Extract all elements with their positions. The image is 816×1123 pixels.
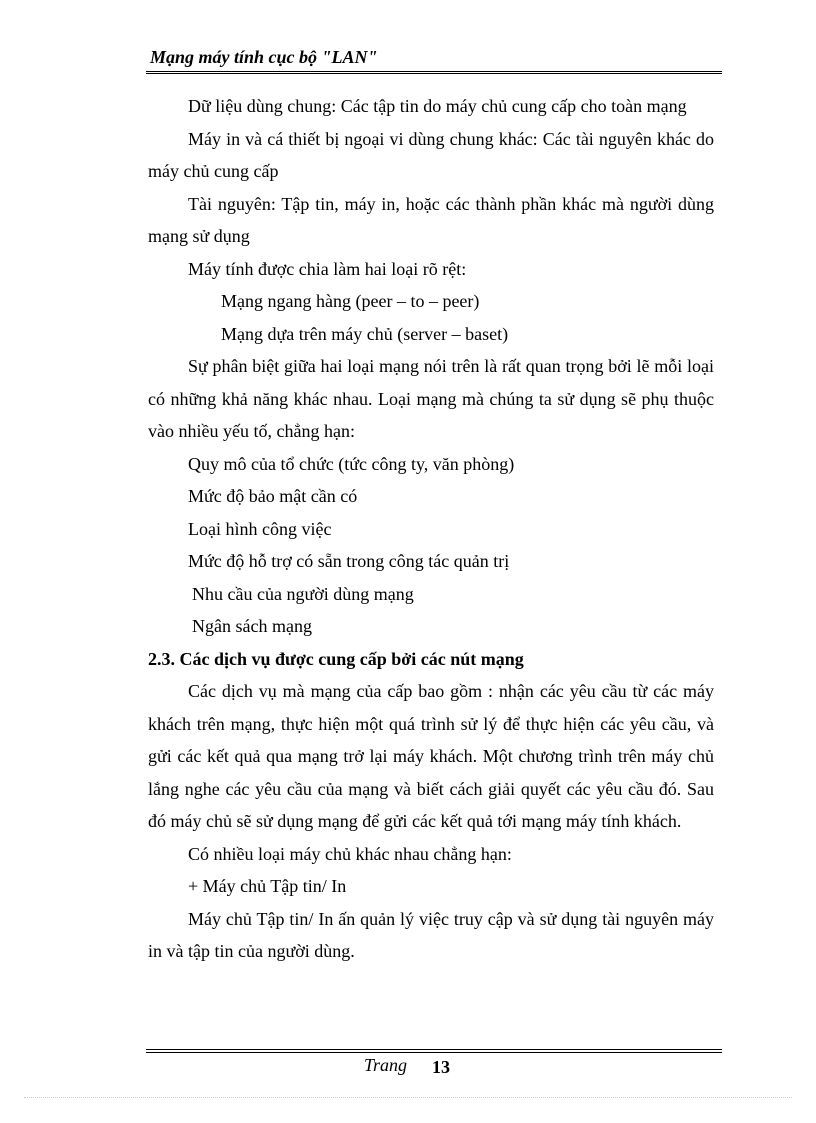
footer-rule-secondary [146,1052,722,1053]
list-item-factor: Mức độ bảo mật cần có [188,486,358,506]
list-item-network-type: Mạng ngang hàng (peer – to – peer) [221,291,480,311]
footer-page-label: Trang [364,1055,408,1075]
list-item-server-kind: + Máy chủ Tập tin/ In [188,876,347,896]
list-item-network-type: Mạng dựa trên máy chủ (server – baset) [221,323,509,344]
paragraph-file-print-server: Máy chủ Tập tin/ In ấn quản lý việc truy cập và sử dụng tài nguyên máy in và tập tin của người dùng. [148,908,714,961]
paragraph-distinction: Sự phân biệt giữa hai loại mạng nói trên là rất quan trọng bởi lẽ mỗi loại có những khả năng khác nhau. Loại mạng mà chúng ta sử dụng sẽ phụ thuộc vào nhiều yếu tố, chẳng hạn: [148,356,714,441]
paragraph-shared-data: Dữ liệu dùng chung: Các tập tin do máy chủ cung cấp cho toàn mạng [188,96,687,116]
list-item-factor: Mức độ hỗ trợ có sẵn trong công tác quản trị [188,551,510,571]
paragraph-network-types-intro: Máy tính được chia làm hai loại rõ rệt: [188,258,467,279]
list-item-factor: Nhu cầu của người dùng mạng [192,583,414,604]
paragraph-server-kinds: Có nhiều loại máy chủ khác nhau chẳng hạn: [188,843,512,864]
document-body [148,90,714,968]
header-rule-secondary [146,73,722,74]
paragraph-services: Các dịch vụ mà mạng của cấp bao gồm : nhận các yêu cầu từ các máy khách trên mạng, thực hiện một quá trình sử lý để thực hiện các yêu cầu, và gửi các kết quả qua mạng trở lại máy khách. Một chương trình trên máy chủ lắng nghe các yêu cầu của mạng và biết cách giải quyết các yêu cầu đó. Sau đó máy chủ sẽ sử dụng mạng để gửi các kết quả tới mạng máy tính khách. [148,681,714,831]
page-header-title: Mạng máy tính cục bộ "LAN" [150,47,378,67]
footer-page-number: 13 [432,1057,450,1077]
list-item-factor: Loại hình công việc [188,518,332,539]
footer-rule [146,1049,722,1050]
paragraph-shared-printers: Máy in và cá thiết bị ngoại vi dùng chung khác: Các tài nguyên khác do máy chủ cung cấp [148,128,714,181]
paragraph-resources: Tài nguyên: Tập tin, máy in, hoặc các thành phần khác mà người dùng mạng sử dụng [148,193,714,246]
page-bottom-border [24,1097,792,1098]
header-rule [146,71,722,72]
section-heading: 2.3. Các dịch vụ được cung cấp bởi các nút mạng [148,648,524,669]
list-item-factor: Quy mô của tổ chức (tức công ty, văn phòng) [188,453,515,474]
list-item-factor: Ngân sách mạng [192,616,312,636]
